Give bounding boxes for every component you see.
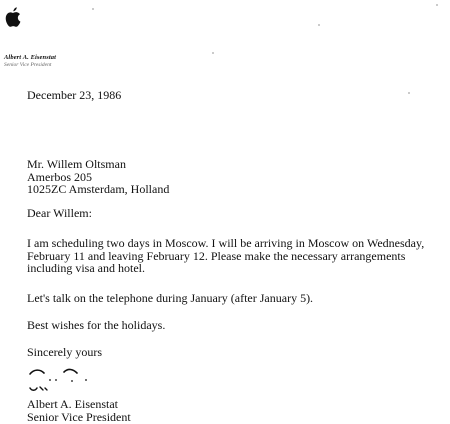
scan-speck: [318, 24, 320, 26]
letterhead-title: Senior Vice President: [4, 62, 52, 68]
scan-speck: [212, 52, 214, 54]
paragraph-line: I am scheduling two days in Moscow. I will be arriving in Moscow on Wednesday,: [27, 236, 425, 250]
paragraph-line: including visa and hotel.: [27, 261, 145, 275]
recipient-address: [27, 158, 169, 196]
letterhead: [4, 54, 56, 69]
signer-title: Senior Vice President: [27, 410, 131, 424]
letter-date: December 23, 1986: [27, 88, 122, 102]
apple-logo-icon: [4, 6, 22, 28]
body-paragraph-3: Best wishes for the holidays.: [27, 318, 166, 332]
recipient-street: Amerbos 205: [27, 169, 92, 184]
salutation: Dear Willem:: [27, 206, 92, 220]
body-paragraph-2: Let's talk on the telephone during January (after January 5).: [27, 291, 314, 305]
scan-speck: [408, 92, 410, 94]
letterhead-name: Albert A. Eisenstat: [4, 54, 57, 61]
signer-name: Albert A. Eisenstat: [27, 397, 118, 411]
scan-speck: [436, 4, 438, 6]
paragraph-line: February 11 and leaving February 12. Please make the necessary arrangements: [27, 248, 406, 263]
body-paragraph-1: [27, 237, 424, 275]
recipient-name: Mr. Willem Oltsman: [27, 157, 126, 171]
handwritten-signature: [28, 360, 108, 396]
recipient-city: 1025ZC Amsterdam, Holland: [27, 182, 170, 196]
closing: Sincerely yours: [27, 345, 102, 359]
scan-speck: [92, 8, 94, 10]
